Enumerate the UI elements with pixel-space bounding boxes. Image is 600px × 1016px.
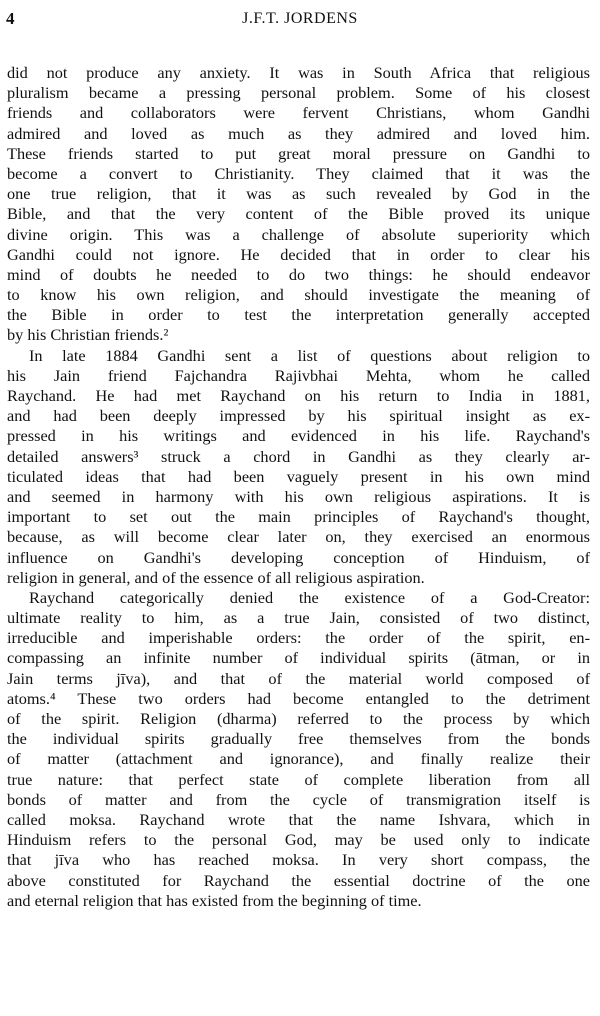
text-line: divine origin. This was a challenge of absolute superiority which bbox=[7, 224, 590, 244]
text-line: to know his own religion, and should investigate the meaning of bbox=[7, 285, 590, 305]
text-line: Raychand. He had met Raychand on his return to India in 1881, bbox=[7, 386, 590, 405]
text-line: ultimate reality to him, as a true Jain, consisted of two distinct, bbox=[7, 608, 590, 628]
text-line: one true religion, that it was as such revealed by God in the bbox=[7, 184, 590, 204]
text-line: Jain terms jīva), and that of the material world composed of bbox=[7, 668, 590, 688]
text-line: These friends started to put great moral pressure on Gandhi to bbox=[7, 143, 590, 163]
text-line: detailed answers³ struck a chord in Gandhi as they clearly ar- bbox=[7, 446, 590, 466]
text-line: the individual spirits gradually free themselves from the bonds bbox=[7, 729, 590, 749]
text-line: In late 1884 Gandhi sent a list of questions about religion to bbox=[29, 345, 590, 365]
text-line: Raychand categorically denied the existence of a God-Creator: bbox=[29, 587, 590, 607]
text-line: did not produce any anxiety. It was in South Africa that religious bbox=[7, 63, 590, 82]
text-line: Bible, and that the very content of the Bible proved its unique bbox=[7, 204, 590, 224]
text-line: called moksa. Raychand wrote that the name Ishvara, which in bbox=[7, 809, 590, 829]
text-line: compassing an infinite number of individual spirits (ātman, or in bbox=[7, 648, 590, 668]
text-line: the Bible in order to test the interpretation generally accepted bbox=[7, 305, 590, 325]
text-line: Hinduism refers to the personal God, may be used only to indicate bbox=[7, 830, 590, 850]
text-line: bonds of matter and from the cycle of transmigration itself is bbox=[7, 789, 590, 809]
text-line: influence on Gandhi's developing conception of Hinduism, of bbox=[7, 547, 590, 567]
page-number: 4 bbox=[6, 9, 15, 28]
text-line: of matter (attachment and ignorance), and finally realize their bbox=[7, 749, 590, 769]
paragraph bbox=[7, 346, 590, 588]
body-text bbox=[7, 63, 590, 911]
paragraph bbox=[7, 63, 590, 346]
running-head bbox=[6, 8, 594, 30]
text-line: because, as will become clear later on, they exercised an enormous bbox=[7, 527, 590, 547]
text-line: that jīva who has reached moksa. In very short compass, the bbox=[7, 850, 590, 870]
text-line: his Jain friend Fajchandra Rajivbhai Mehta, whom he called bbox=[7, 365, 590, 385]
text-line: mind of doubts he needed to do two things: he should endeavor bbox=[7, 264, 590, 284]
text-line: of the spirit. Religion (dharma) referred to the process by which bbox=[7, 709, 590, 728]
text-line: and eternal religion that has existed from the beginning of time. bbox=[7, 890, 422, 910]
text-line: religion in general, and of the essence of all religious aspiration. bbox=[7, 567, 425, 587]
text-line: friends and collaborators were fervent Christians, whom Gandhi bbox=[7, 103, 590, 123]
text-line: true nature: that perfect state of complete liberation from all bbox=[7, 769, 590, 789]
text-line: become a convert to Christianity. They claimed that it was the bbox=[7, 163, 590, 183]
text-line: above constituted for Raychand the essential doctrine of the one bbox=[7, 870, 590, 890]
text-line: pluralism became a pressing personal problem. Some of his closest bbox=[7, 83, 590, 103]
text-line: ticulated ideas that had been vaguely present in his own mind bbox=[7, 466, 590, 486]
text-line: irreducible and imperishable orders: the order of the spirit, en- bbox=[7, 628, 590, 648]
text-line: by his Christian friends.² bbox=[7, 325, 169, 345]
text-line: and seemed in harmony with his own religious aspirations. It is bbox=[7, 486, 590, 506]
text-line: atoms.⁴ These two orders had become entangled to the detriment bbox=[7, 688, 590, 708]
text-line: pressed in his writings and evidenced in his life. Raychand's bbox=[7, 426, 590, 446]
text-line: important to set out the main principles of Raychand's thought, bbox=[7, 507, 590, 527]
text-line: Gandhi could not ignore. He decided that in order to clear his bbox=[7, 244, 590, 264]
running-head-author: J.F.T. JORDENS bbox=[242, 10, 358, 27]
paragraph bbox=[7, 588, 590, 911]
text-line: and had been deeply impressed by his spiritual insight as ex- bbox=[7, 406, 590, 426]
text-line: admired and loved as much as they admired and loved him. bbox=[7, 123, 590, 143]
